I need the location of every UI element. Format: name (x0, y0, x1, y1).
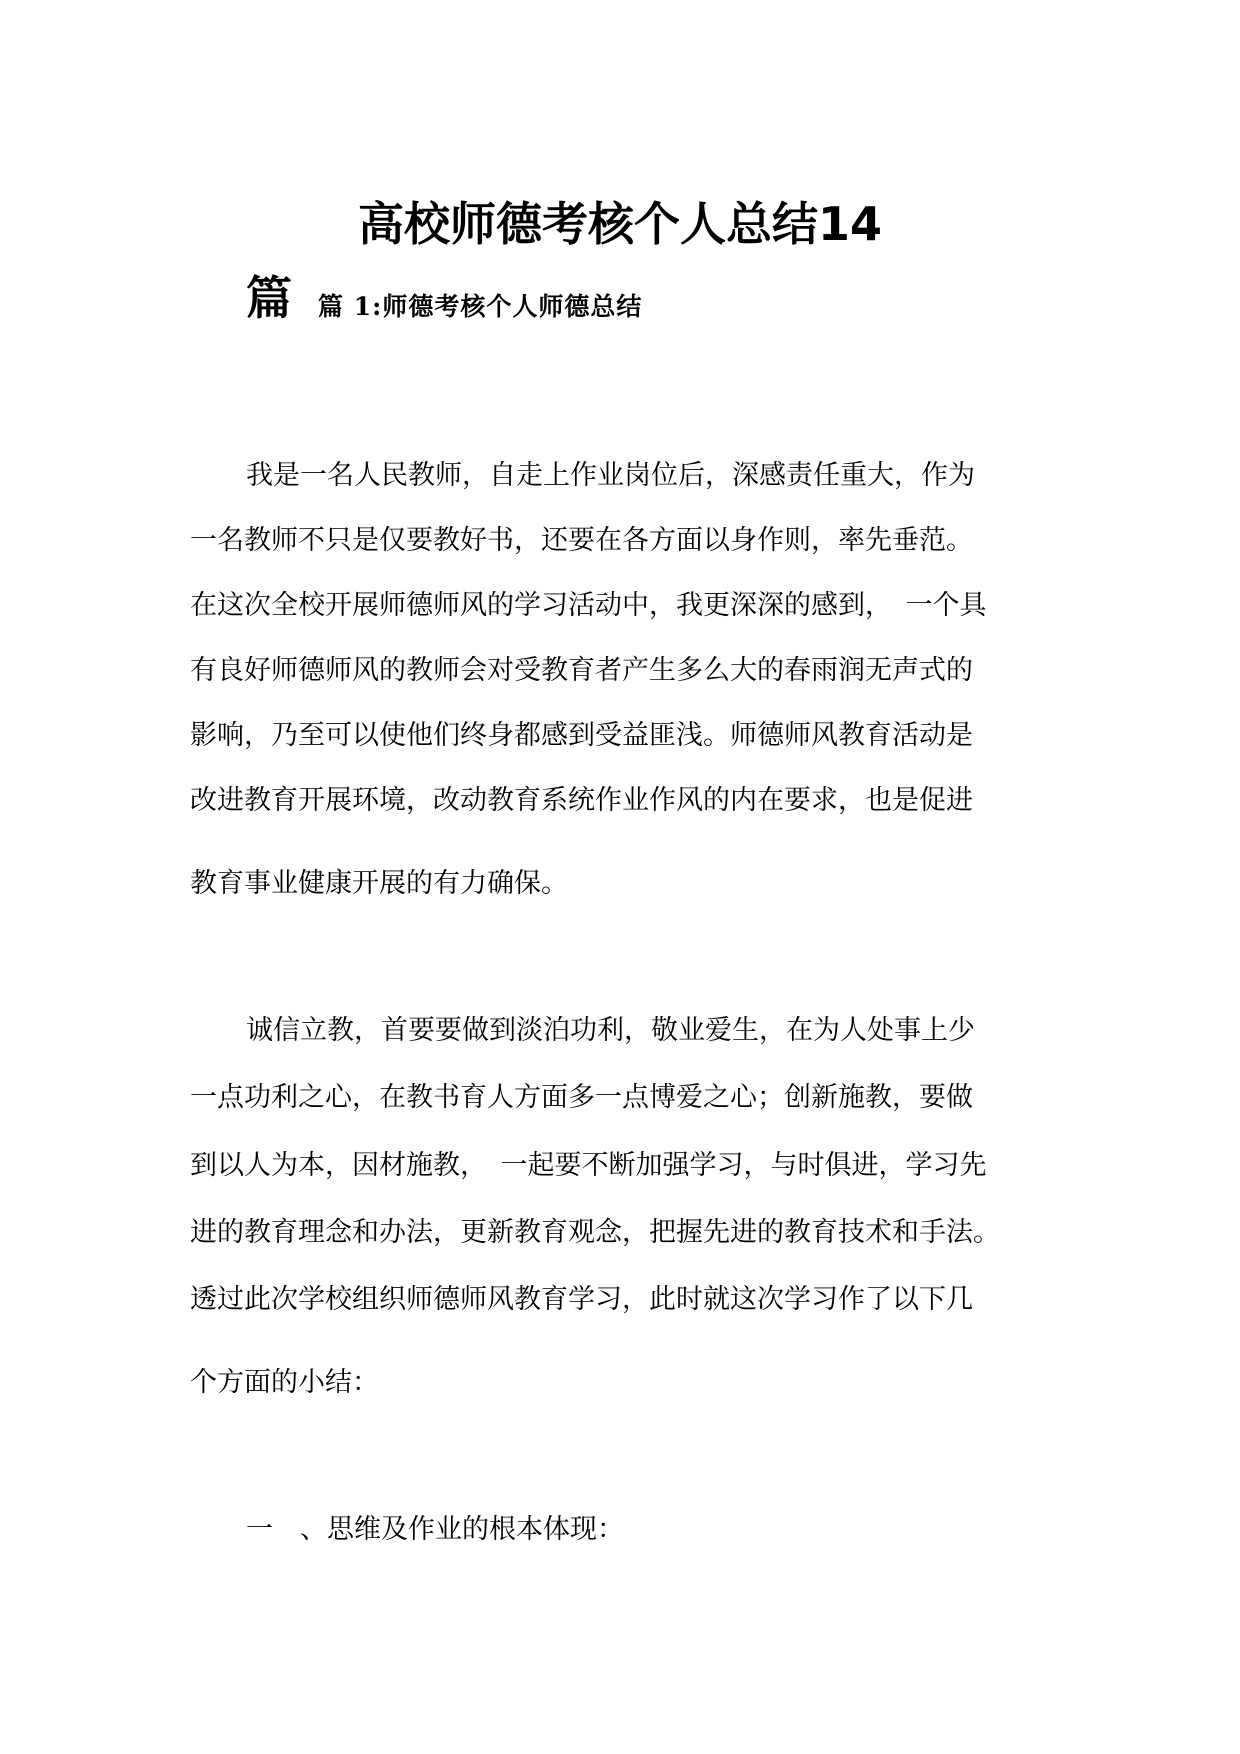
paragraph-line: 一名教师不只是仅要教好书，还要在各方面以身作则，率先垂范。 (190, 525, 973, 556)
document-title: 高校师德考核个人总结14 (357, 197, 882, 251)
paragraph-line: 改进教育开展环境，改动教育系统作业作风的内在要求，也是促进 (190, 785, 973, 816)
paragraph-line: 诚信立教，首要要做到淡泊功利，敬业爱生，在为人处事上少 (246, 1015, 975, 1046)
paragraph-line: 教育事业健康开展的有力确保。 (190, 868, 568, 899)
paragraph-line: 到以人为本，因材施教， 一起要不断加强学习，与时俱进，学习先 (190, 1150, 987, 1181)
paragraph-line: 一点功利之心，在教书育人方面多一点博爱之心；创新施教，要做 (190, 1082, 973, 1113)
document-title-tail: 篇 (246, 271, 292, 325)
document-subtitle: 篇 1:师德考核个人师德总结 (318, 292, 643, 321)
section-heading: 一 、思维及作业的根本体现： (246, 1514, 624, 1545)
paragraph-line: 个方面的小结： (190, 1367, 379, 1398)
paragraph-line: 在这次全校开展师德师风的学习活动中，我更深深的感到， 一个具 (190, 590, 987, 621)
paragraph-line: 进的教育理念和办法，更新教育观念，把握先进的教育技术和手法。 (190, 1217, 1000, 1248)
paragraph-line: 有良好师德师风的教师会对受教育者产生多么大的春雨润无声式的 (190, 655, 973, 686)
paragraph-line: 影响，乃至可以使他们终身都感到受益匪浅。师德师风教育活动是 (190, 720, 973, 751)
paragraph-line: 透过此次学校组织师德师风教育学习，此时就这次学习作了以下几 (190, 1284, 973, 1315)
paragraph-line: 我是一名人民教师，自走上作业岗位后，深感责任重大，作为 (246, 460, 975, 491)
